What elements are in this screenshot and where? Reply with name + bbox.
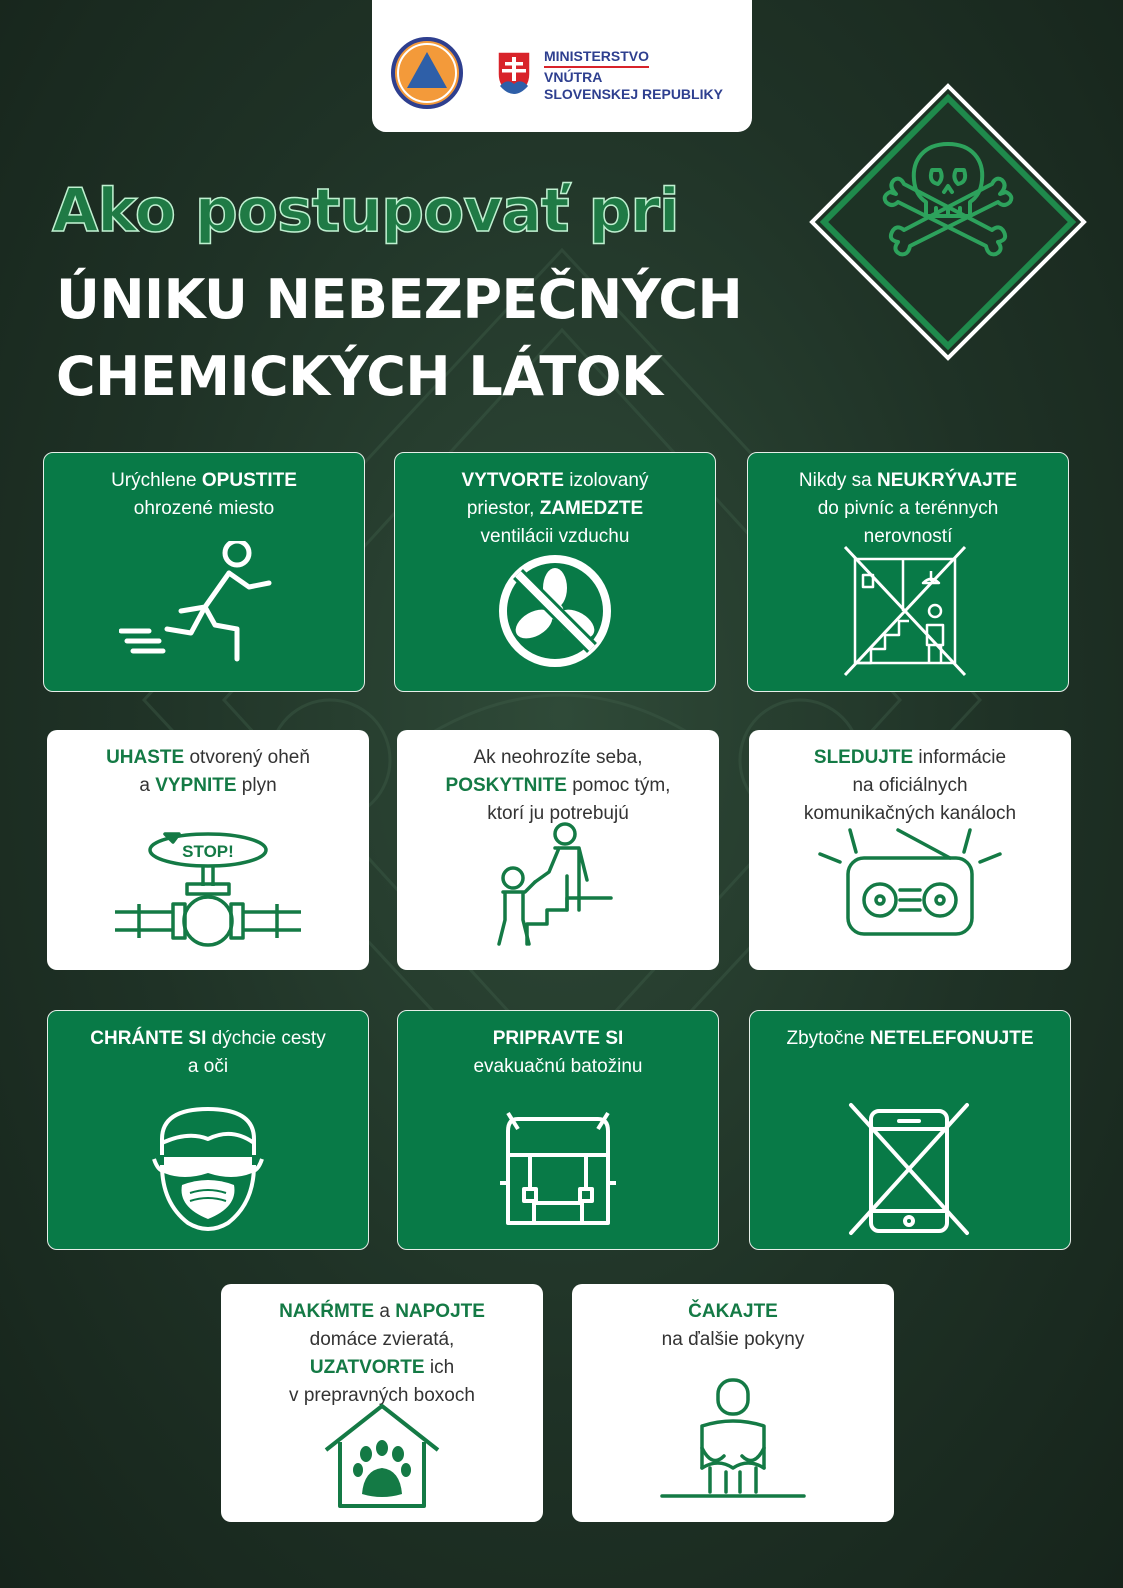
title-line-3: CHEMICKÝCH LÁTOK: [56, 345, 663, 408]
text-emphasis: NAPOJTE: [395, 1301, 485, 1322]
ministry-line-1: MINISTERSTVO: [544, 48, 649, 68]
running-person-icon: [119, 541, 289, 681]
title-line-1: Ako postupovať pri: [52, 176, 679, 246]
card-text: [58, 467, 350, 523]
card-pets: [221, 1284, 543, 1522]
text-emphasis: ČAKAJTE: [688, 1301, 778, 1322]
gas-valve-stop-icon: [113, 820, 303, 960]
text-emphasis: VYTVORTE: [461, 470, 564, 491]
text-part: Ak neohrozíte seba,: [473, 747, 643, 768]
text-part: ich: [424, 1357, 455, 1378]
card-evacuation-bag: [397, 1010, 719, 1250]
text-part: komunikačných kanáloch: [803, 803, 1017, 824]
title-line-2: ÚNIKU NEBEZPEČNÝCH: [56, 268, 743, 331]
logo-header: [372, 0, 752, 132]
card-no-phone: [749, 1010, 1071, 1250]
card-wait: [572, 1284, 894, 1522]
text-part: na ďalšie pokyny: [661, 1329, 805, 1350]
text-emphasis: CHRÁNTE SI: [90, 1028, 207, 1049]
card-leave-area: [43, 452, 365, 692]
no-basement-icon: [843, 541, 973, 681]
card-text: [235, 1298, 529, 1410]
card-help-others: [397, 730, 719, 970]
ministry-line-2: VNÚTRA: [544, 69, 603, 85]
card-text: [62, 1025, 354, 1081]
text-part: ventilácii vzduchu: [480, 526, 630, 547]
text-part: otvorený oheň: [184, 747, 310, 768]
card-text: [764, 1025, 1056, 1053]
text-emphasis: PRIPRAVTE SI: [492, 1028, 624, 1049]
text-emphasis: VYPNITE: [155, 775, 237, 796]
no-phone-icon: [845, 1099, 975, 1239]
text-part: Zbytočne: [786, 1028, 870, 1049]
text-emphasis: ZAMEDZTE: [539, 498, 644, 519]
text-part: plyn: [236, 775, 277, 796]
text-emphasis: SLEDUJTE: [813, 747, 914, 768]
card-protect-airways: [47, 1010, 369, 1250]
text-part: pomoc tým,: [566, 775, 671, 796]
card-text: [763, 744, 1057, 828]
text-part: ohrozené miesto: [133, 498, 275, 519]
text-emphasis: UHASTE: [106, 747, 185, 768]
text-emphasis: NEUKRÝVAJTE: [877, 470, 1018, 491]
helping-hand-icon: [483, 820, 633, 960]
text-emphasis: NAKŔMTE: [279, 1301, 375, 1322]
card-text: [411, 744, 705, 828]
seated-waiting-person-icon: [658, 1372, 808, 1512]
card-isolated-room: [394, 452, 716, 692]
text-part: domáce zvieratá,: [309, 1329, 455, 1350]
text-emphasis: UZATVORTE: [309, 1357, 425, 1378]
card-text: [412, 1025, 704, 1081]
civil-protection-logo-icon: [390, 36, 464, 110]
backpack-icon: [498, 1099, 618, 1239]
card-text: [586, 1298, 880, 1354]
text-part: evakuačnú batožinu: [473, 1056, 643, 1077]
no-ventilation-icon: [490, 541, 620, 681]
text-part: ktorí ju potrebujú: [487, 803, 629, 824]
stop-label: STOP!: [182, 842, 234, 861]
card-gas-off: [47, 730, 369, 970]
ministry-name: [544, 48, 723, 103]
text-part: dýchcie cesty: [206, 1028, 326, 1049]
text-part: na oficiálnych: [852, 775, 968, 796]
text-part: a: [374, 1301, 396, 1322]
text-part: izolovaný: [563, 470, 649, 491]
text-part: nerovností: [863, 526, 953, 547]
text-part: do pivníc a terénnych: [817, 498, 999, 519]
text-part: priestor,: [466, 498, 540, 519]
slovak-coat-of-arms-icon: [496, 50, 532, 96]
text-part: Urýchlene: [111, 470, 202, 491]
card-no-basement: [747, 452, 1069, 692]
card-text: [61, 744, 355, 800]
text-emphasis: OPUSTITE: [201, 470, 297, 491]
card-follow-info: [749, 730, 1071, 970]
ministry-line-3: SLOVENSKEJ REPUBLIKY: [544, 86, 723, 102]
text-part: Nikdy sa: [798, 470, 878, 491]
card-text: [762, 467, 1054, 551]
text-part: a oči: [187, 1056, 229, 1077]
text-emphasis: POSKYTNITE: [445, 775, 567, 796]
text-part: a: [139, 775, 156, 796]
pet-house-icon: [322, 1402, 442, 1514]
text-part: v prepravných boxoch: [289, 1385, 475, 1406]
card-text: [409, 467, 701, 551]
text-part: informácie: [913, 747, 1007, 768]
text-emphasis: NETELEFONUJTE: [869, 1028, 1034, 1049]
radio-icon: [810, 820, 1010, 960]
toxic-hazard-diamond-icon: [808, 82, 1088, 362]
face-mask-goggles-icon: [148, 1099, 268, 1239]
